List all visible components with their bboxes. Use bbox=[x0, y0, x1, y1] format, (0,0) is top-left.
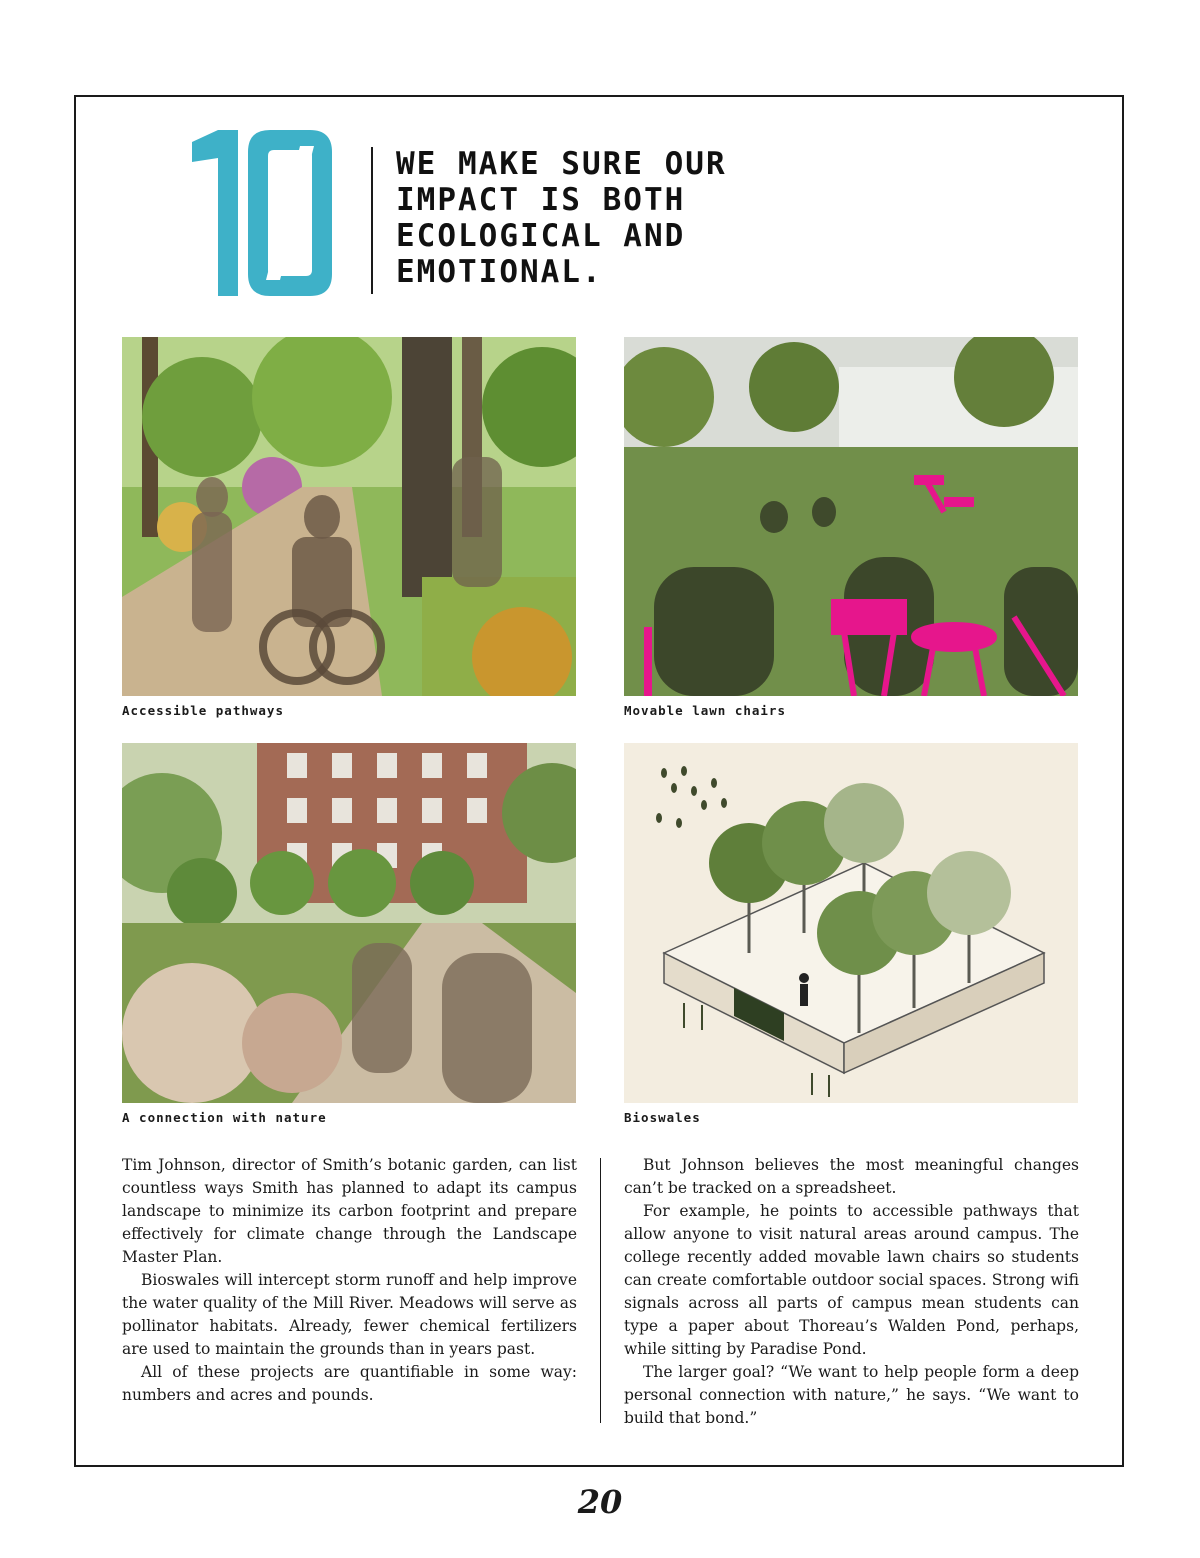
headline-line-4: EMOTIONAL. bbox=[396, 254, 603, 290]
photo-movable-lawn-chairs bbox=[624, 337, 1078, 696]
illustration-bioswales bbox=[624, 743, 1078, 1103]
body-left-paragraph-2: Bioswales will intercept storm runoff and help improve the water quality of the Mill River. Meadows will serve as pollinator habitats. Already, fewer chemical fertilizers are used to maintain the grounds than in years past. bbox=[122, 1271, 577, 1358]
caption-connection-with-nature: A connection with nature bbox=[122, 1110, 327, 1125]
photo-connection-with-nature bbox=[122, 743, 576, 1103]
body-left-paragraph-3: All of these projects are quantifiable in some way: numbers and acres and pounds. bbox=[122, 1363, 577, 1404]
section-number-graphic bbox=[188, 130, 333, 300]
headline-line-2: IMPACT IS BOTH bbox=[396, 182, 686, 218]
title-divider bbox=[371, 147, 373, 294]
body-right-paragraph-1: But Johnson believes the most meaningful changes can’t be tracked on a spreadsheet. bbox=[624, 1156, 1079, 1197]
column-divider bbox=[600, 1158, 601, 1423]
headline-line-1: WE MAKE SURE OUR bbox=[396, 146, 727, 182]
body-column-left bbox=[122, 1154, 577, 1407]
body-column-right bbox=[624, 1154, 1079, 1430]
body-right-paragraph-2: For example, he points to accessible pathways that allow anyone to visit natural areas around campus. The college recently added movable lawn chairs so students can create comfortable outdoor social spaces. Strong wifi signals across all parts of campus mean students can type a paper about Thoreau’s Walden Pond, perhaps, while sitting by Paradise Pond. bbox=[624, 1202, 1079, 1358]
photo-accessible-pathways bbox=[122, 337, 576, 696]
headline-line-3: ECOLOGICAL AND bbox=[396, 218, 686, 254]
page-number: 20 bbox=[577, 1483, 623, 1521]
caption-movable-lawn-chairs: Movable lawn chairs bbox=[624, 703, 786, 718]
body-right-paragraph-3: The larger goal? “We want to help people form a deep personal connection with nature,” he says. “We want to build that bond.” bbox=[624, 1363, 1079, 1427]
caption-bioswales: Bioswales bbox=[624, 1110, 701, 1125]
headline bbox=[396, 146, 816, 290]
section-number-10 bbox=[188, 130, 333, 300]
caption-accessible-pathways: Accessible pathways bbox=[122, 703, 284, 718]
body-left-paragraph-1: Tim Johnson, director of Smith’s botanic garden, can list countless ways Smith has planned to adapt its campus landscape to minimize its carbon footprint and prepare effectively for climate change through the Landscape Master Plan. bbox=[122, 1156, 577, 1266]
